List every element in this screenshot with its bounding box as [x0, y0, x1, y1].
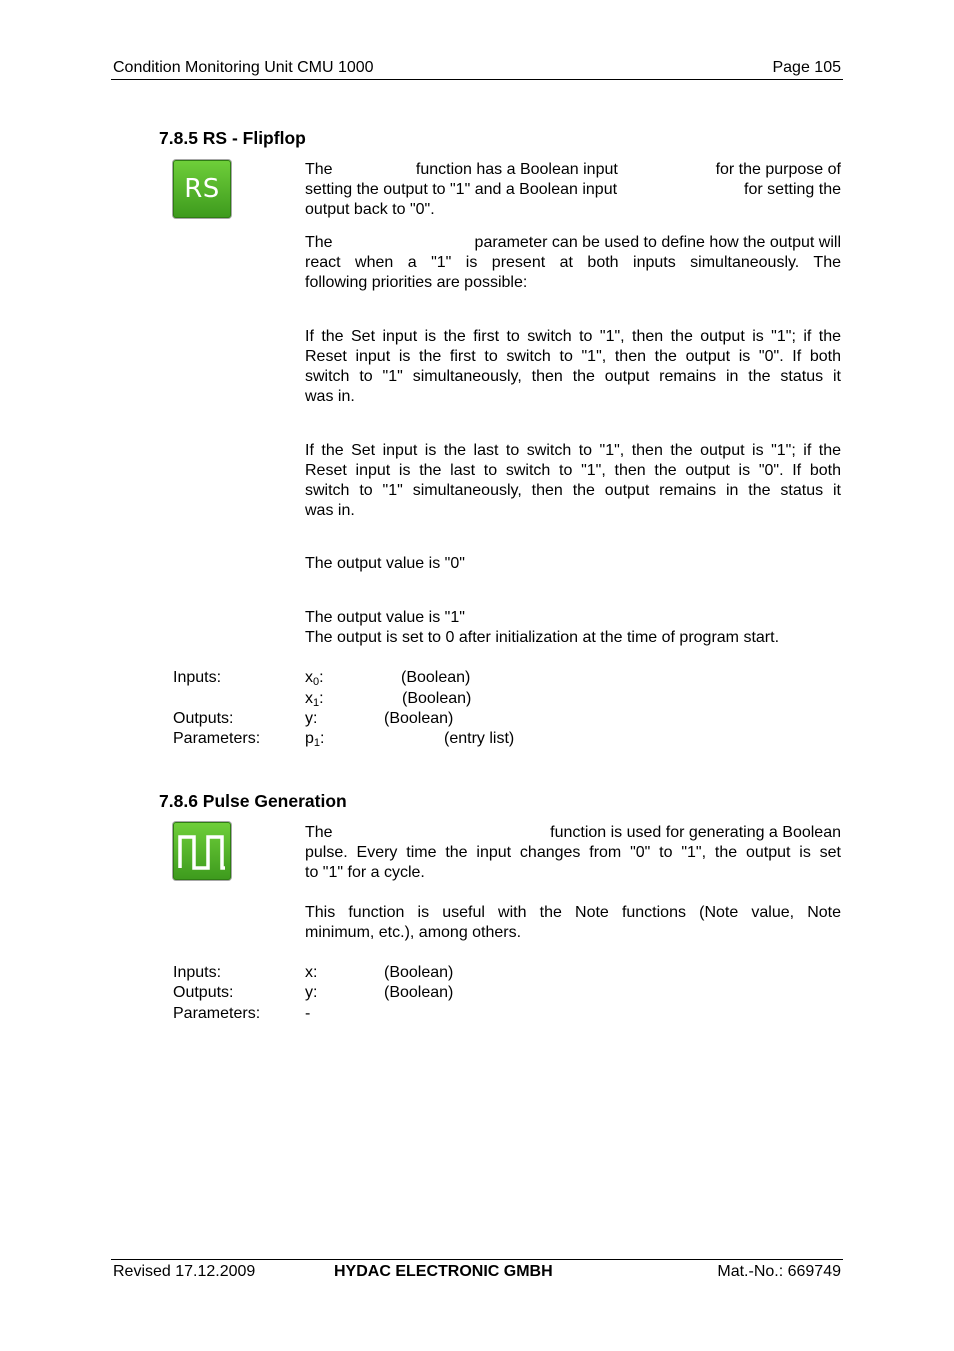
rs-p4-line3: switch to "1" simultaneously, then the output remains in the status it — [305, 482, 841, 499]
rs-p3-line4: was in. — [305, 388, 355, 405]
rs-p3-line1: If the Set input is the first to switch to "1", then the output is "1"; if the — [305, 328, 841, 345]
rs-p4-line2: Reset input is the last to switch to "1", then the output is "0". If both — [305, 462, 841, 479]
rs-p2-line3: following priorities are possible: — [305, 274, 528, 291]
rs-p6-line2: The output is set to 0 after initialization at the time of program start. — [305, 629, 780, 646]
rs-outputs-label: Outputs: — [173, 710, 234, 727]
rs-icon-label: RS — [184, 174, 220, 204]
rs-p1-line3: output back to "0". — [305, 201, 435, 218]
rs-flipflop-icon — [173, 160, 231, 218]
rs-p5: The output value is "0" — [305, 555, 465, 572]
page-number: Page 105 — [772, 59, 841, 76]
rs-output-y-type: (Boolean) — [384, 710, 454, 727]
footer-mat-no: Mat.-No.: 669749 — [717, 1263, 841, 1280]
rs-p2-line2: react when a "1" is present at both inputs simultaneously. The — [305, 254, 841, 271]
footer-company: HYDAC ELECTRONIC GMBH — [334, 1263, 553, 1280]
pulse-inputs-label: Inputs: — [173, 964, 222, 981]
pulse-input-x: x: — [305, 964, 318, 981]
rs-input-x1-type: (Boolean) — [402, 690, 472, 707]
rs-param-p1: $p_1$: — [305, 730, 325, 749]
rs-p2-line1: The parameter can be used to define how the output will — [305, 234, 841, 251]
pulse-p1-line2: pulse. Every time the input changes from "0" to "1", the output is set — [305, 844, 841, 861]
rs-output-y: y: — [305, 710, 318, 727]
rs-p3-line2: Reset input is the first to switch to "1", then the output is "0". If both — [305, 348, 841, 365]
footer-rule — [111, 1259, 843, 1260]
pulse-input-x-type: (Boolean) — [384, 964, 454, 981]
rs-inputs-label: Inputs: — [173, 669, 222, 686]
pulse-p2-line1: This function is useful with the Note functions (Note value, Note — [305, 904, 841, 921]
section-heading-rs-flipflop: 7.8.5 RS - Flipflop — [159, 128, 306, 148]
footer-revised: Revised 17.12.2009 — [113, 1263, 256, 1280]
rs-input-x0-type: (Boolean) — [401, 669, 471, 686]
pulse-outputs-label: Outputs: — [173, 984, 234, 1001]
rs-p1-line2: setting the output to "1" and a Boolean input for setting the — [305, 181, 841, 198]
pulse-params-value: - — [305, 1005, 311, 1022]
pulse-output-y: y: — [305, 984, 318, 1001]
header-title: Condition Monitoring Unit CMU 1000 — [113, 59, 374, 76]
pulse-p1-line3: to "1" for a cycle. — [305, 864, 425, 881]
pulse-output-y-type: (Boolean) — [384, 984, 454, 1001]
rs-p4-line4: was in. — [305, 502, 355, 519]
header-rule — [111, 79, 843, 80]
rs-params-label: Parameters: — [173, 730, 261, 747]
pulse-p2-line2: minimum, etc.), among others. — [305, 924, 522, 941]
rs-param-p1-type: (entry list) — [444, 730, 515, 747]
rs-input-x1: $x_1$: — [305, 690, 324, 709]
pulse-params-label: Parameters: — [173, 1005, 261, 1022]
rs-p6-line1: The output value is "1" — [305, 609, 465, 626]
rs-input-x0: $x_0$: — [305, 669, 324, 688]
rs-p3-line3: switch to "1" simultaneously, then the output remains in the status it — [305, 368, 841, 385]
section-heading-pulse-generation: 7.8.6 Pulse Generation — [159, 791, 347, 811]
pulse-p1-line1: The function is used for generating a Boolean — [305, 824, 841, 841]
rs-p4-line1: If the Set input is the last to switch to "1", then the output is "1"; if the — [305, 442, 841, 459]
rs-p1-line1: The function has a Boolean input for the purpose of — [305, 161, 841, 178]
pulse-wave-icon — [173, 822, 231, 880]
